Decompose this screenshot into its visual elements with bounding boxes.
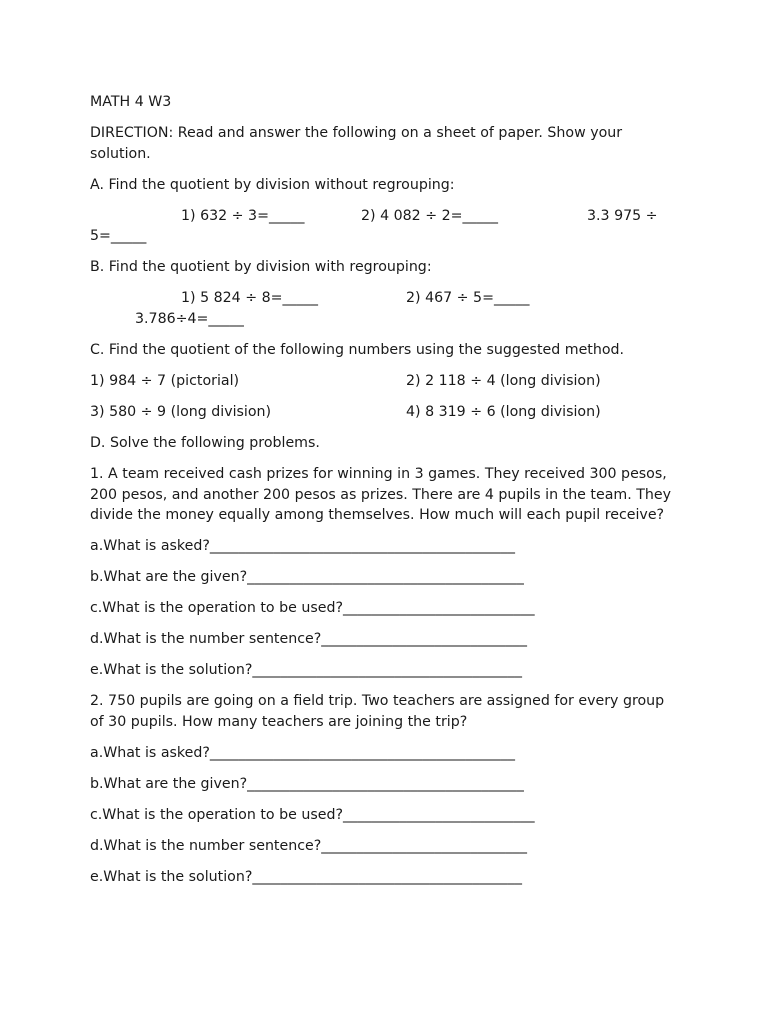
problem-1-text: 1. A team received cash prizes for winning in 3 games. They received 300 pesos, 200 pesos, and another 200 pesos as prizes. There are 4 pupils in the team. They divide the money equally among themselves. How much will each pupil receive? xyxy=(90,466,672,524)
problem-2-question-c: c.What is the operation to be used?___________________________ xyxy=(90,807,535,824)
section-a-item-3-continued: 5=_____ xyxy=(90,228,147,245)
direction-text: DIRECTION: Read and answer the following on a sheet of paper. Show your solution. xyxy=(90,125,623,162)
problem-2-text: 2. 750 pupils are going on a field trip. Two teachers are assigned for every group of 30 pupils. How many teachers are joining the trip? xyxy=(90,693,665,731)
section-a-heading: A. Find the quotient by division without regrouping: xyxy=(90,176,455,193)
section-c-heading: C. Find the quotient of the following numbers using the suggested method. xyxy=(90,342,625,359)
worksheet-title: MATH 4 W3 xyxy=(90,94,172,110)
problem-1-question-a: a.What is asked?___________________________________________ xyxy=(90,538,515,555)
section-c-item-4: 4) 8 319 ÷ 6 (long division) xyxy=(406,404,601,421)
section-b-item-1: 1) 5 824 ÷ 8=_____ xyxy=(181,290,318,307)
section-b-heading: B. Find the quotient by division with regrouping: xyxy=(90,259,432,276)
section-c-row-2 xyxy=(90,402,680,423)
section-a-items xyxy=(90,206,680,247)
section-c-item-1: 1) 984 ÷ 7 (pictorial) xyxy=(90,373,240,390)
problem-2-question-e: e.What is the solution?______________________________________ xyxy=(90,869,522,886)
problem-1-question-d: d.What is the number sentence?_____________________________ xyxy=(90,631,527,648)
section-c-item-2: 2) 2 118 ÷ 4 (long division) xyxy=(406,373,601,390)
problem-2-question-d: d.What is the number sentence?_____________________________ xyxy=(90,838,527,855)
section-c-row-1 xyxy=(90,371,680,392)
section-a-item-2: 2) 4 082 ÷ 2=_____ xyxy=(361,207,498,224)
section-d-heading: D. Solve the following problems. xyxy=(90,435,320,452)
problem-1-question-c: c.What is the operation to be used?___________________________ xyxy=(90,600,535,617)
problem-1-question-b: b.What are the given?_______________________________________ xyxy=(90,569,524,586)
section-a-item-1: 1) 632 ÷ 3=_____ xyxy=(181,207,305,224)
section-b-items xyxy=(90,288,680,329)
problem-1-question-e: e.What is the solution?______________________________________ xyxy=(90,662,522,679)
worksheet-page xyxy=(90,92,680,898)
section-c-item-3: 3) 580 ÷ 9 (long division) xyxy=(90,404,272,421)
section-a-item-3: 3.3 975 ÷ xyxy=(587,207,658,224)
problem-2-question-b: b.What are the given?_______________________________________ xyxy=(90,776,524,793)
section-b-item-3: 3.786÷4=_____ xyxy=(135,311,244,328)
section-b-item-2: 2) 467 ÷ 5=_____ xyxy=(406,290,530,307)
problem-2-question-a: a.What is asked?___________________________________________ xyxy=(90,745,515,762)
